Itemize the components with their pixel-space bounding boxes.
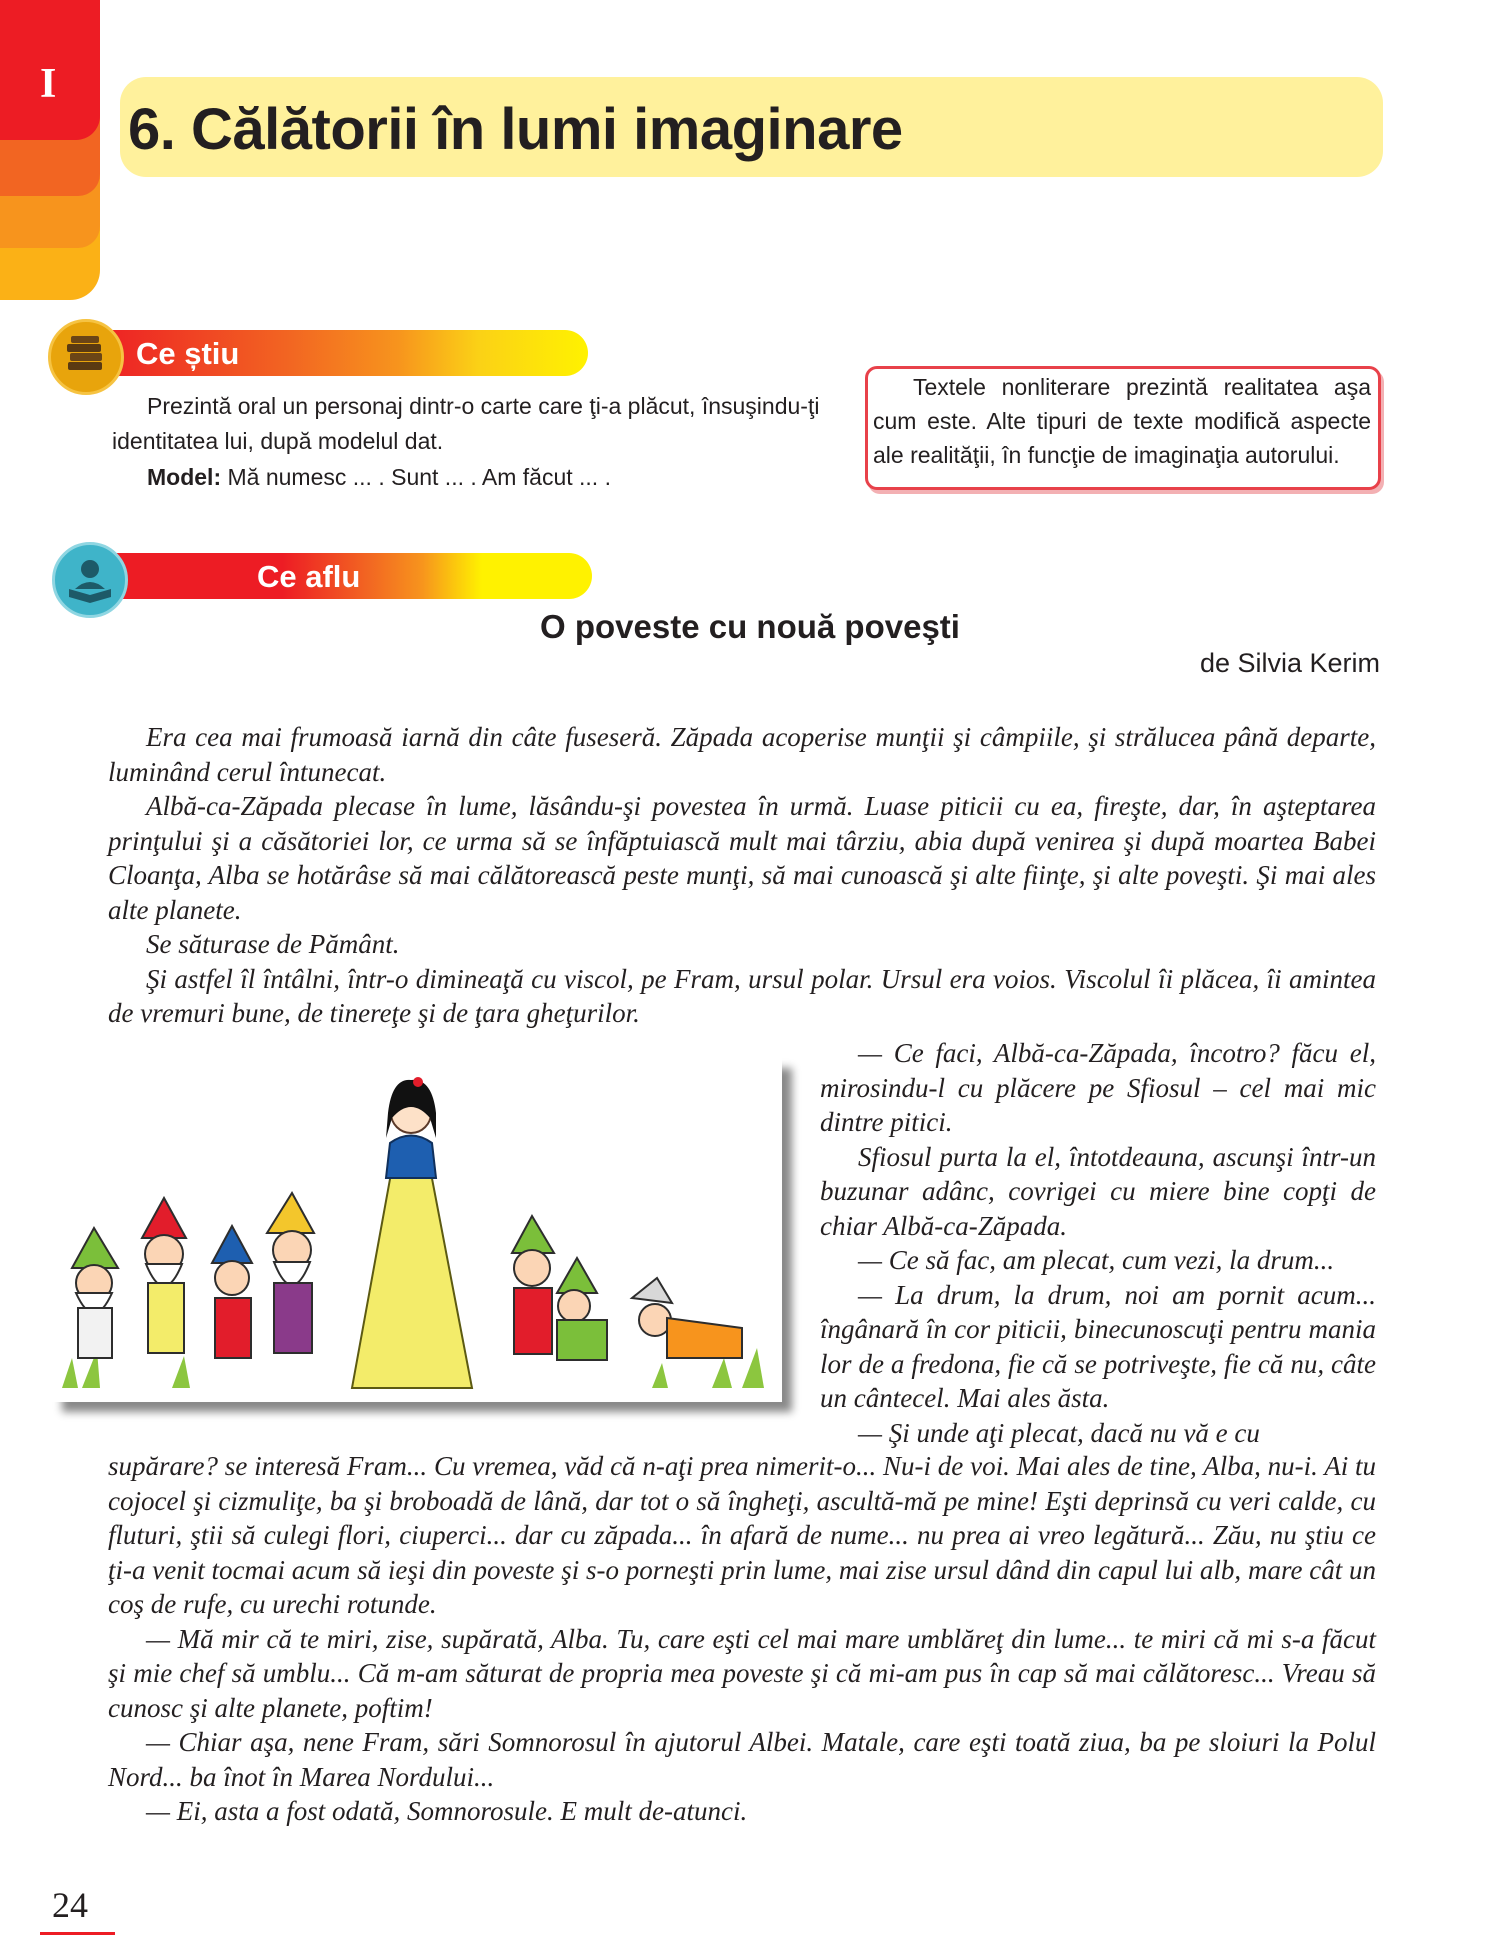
section-label-ce-aflu: Ce aflu xyxy=(257,559,361,594)
section-header-ce-stiu xyxy=(48,330,588,376)
story-paragraph: Sfiosul purta la el, întotdeauna, ascunşi într-un buzunar adânc, covrigei cu miere bine copţi de chiar Albă-ca-Zăpada. xyxy=(820,1141,1376,1241)
story-paragraph: Se săturase de Pământ. xyxy=(146,929,400,959)
story-paragraph: — Ce faci, Albă-ca-Zăpada, încotro? făcu el, mirosindu-l cu plăcere pe Sfiosul – cel mai mic dintre pitici. xyxy=(820,1038,1376,1137)
books-icon xyxy=(48,319,124,395)
story-side-column xyxy=(820,1036,1376,1450)
story-paragraph: — Ei, asta a fost odată, Somnorosule. E mult de-atunci. xyxy=(146,1796,748,1826)
story-title: O poveste cu nouă poveşti xyxy=(540,608,960,645)
lesson-title: 6. Călătorii în lumi imaginare xyxy=(128,97,903,162)
model-text: Mă numesc ... . Sunt ... . Am făcut ... . xyxy=(221,464,611,490)
story-paragraph: — Mă mir că te miri, zise, supărată, Alba. Tu, care eşti cel mai mare umblăreţ din lume... te miri că mi s-a făcut şi mie chef să umblu... Că m-am săturat de propria mea poveste şi că mi-am pus în cap să mai călătoresc... Vreau să cunosc şi alte planete, poftim! xyxy=(108,1623,1376,1723)
chapter-tab xyxy=(0,0,100,300)
story-author: de Silvia Kerim xyxy=(1199,648,1380,678)
story-paragraph: Era cea mai frumoasă iarnă din câte fuseseră. Zăpada acoperise munţii şi câmpiile, şi strălucea până departe, luminând cerul întunecat. xyxy=(108,722,1376,787)
story-paragraph: — Şi unde aţi plecat, dacă nu vă e cu xyxy=(858,1417,1260,1448)
info-box-text: Textele nonliterare prezintă realitatea aşa cum este. Alte tipuri de texte modifică aspecte ale realităţii, în funcţie de imaginaţia autorului. xyxy=(873,374,1371,468)
story-paragraph: supărare? se interesă Fram... Cu vremea, văd că n-aţi prea nimerit-o... Nu-i de voi. Mai ales de tine, Alba, nu-i. Ai tu cojocel şi cizmuliţe, ba şi broboadă de lână, dar tot o să îngheţi, ascultă-mă pe mine! Eşti deprinsă cu veri calde, cu fluturi, ştii să culegi flori, ciuperci... dar cu zăpada... în afară de nume... nu prea ai vreo legătură... Zău, nu ştiu ce ţi-a venit tocmai acum să ieşi din poveste şi s-o porneşti prin lume, mai zise ursul dând din capul lui alb, mare cât un coş de rufe, cu urechi rotunde. xyxy=(108,1451,1376,1619)
story-paragraph: — Chiar aşa, nene Fram, sări Somnorosul în ajutorul Albei. Matale, care eşti toată ziua, ba pe sloiuri la Polul Nord... ba înot în Marea Nordului... xyxy=(108,1727,1376,1792)
illustration-snow-white-and-dwarfs xyxy=(52,1058,782,1402)
page-number: 24 xyxy=(52,1885,88,1925)
ce-stiu-line2: identitatea lui, după modelul dat. xyxy=(112,428,444,454)
chapter-number: I xyxy=(40,61,57,107)
reader-icon xyxy=(52,542,128,618)
story-paragraph: Şi astfel îl întâlni, într-o dimineaţă cu viscol, pe Fram, ursul polar. Ursul era voios. Viscolul îi plăcea, îi amintea de vremuri bune, de tinereţe şi de ţara gheţurilor. xyxy=(108,963,1376,1028)
story-bottom xyxy=(108,1449,1376,1829)
ce-stiu-line1: Prezintă oral un personaj dintr-o carte care ţi-a plăcut, însuşindu-ţi xyxy=(147,393,820,419)
section-header-ce-aflu xyxy=(52,553,592,599)
story-paragraph: Albă-ca-Zăpada plecase în lume, lăsându-şi povestea în urmă. Luase piticii cu ea, fireşte, dar, în aşteptarea prinţului şi a căsătoriei lor, ce urma să se înfăptuiască mult mai târziu, abia după venirea şi după moartea Babei Cloanţa, Alba se hotărâse să mai călătorească peste munţi, să mai cunoască şi alte fiinţe, şi alte poveşti. Şi mai ales alte planete. xyxy=(108,791,1376,925)
story-paragraph: — La drum, la drum, noi am pornit acum... îngânară în cor piticii, binecunoscuţi pentru mania lor de a fredona, fie că se potriveşte, fie că nu, câte un cântecel. Mai ales ăsta. xyxy=(820,1279,1376,1413)
section-label-ce-stiu: Ce știu xyxy=(136,336,240,371)
story-top xyxy=(108,720,1376,1031)
ce-stiu-model xyxy=(147,459,611,495)
story-paragraph: — Ce să fac, am plecat, cum vezi, la drum... xyxy=(858,1245,1335,1275)
model-label: Model: xyxy=(147,464,222,490)
page-number-underline xyxy=(40,1932,115,1935)
